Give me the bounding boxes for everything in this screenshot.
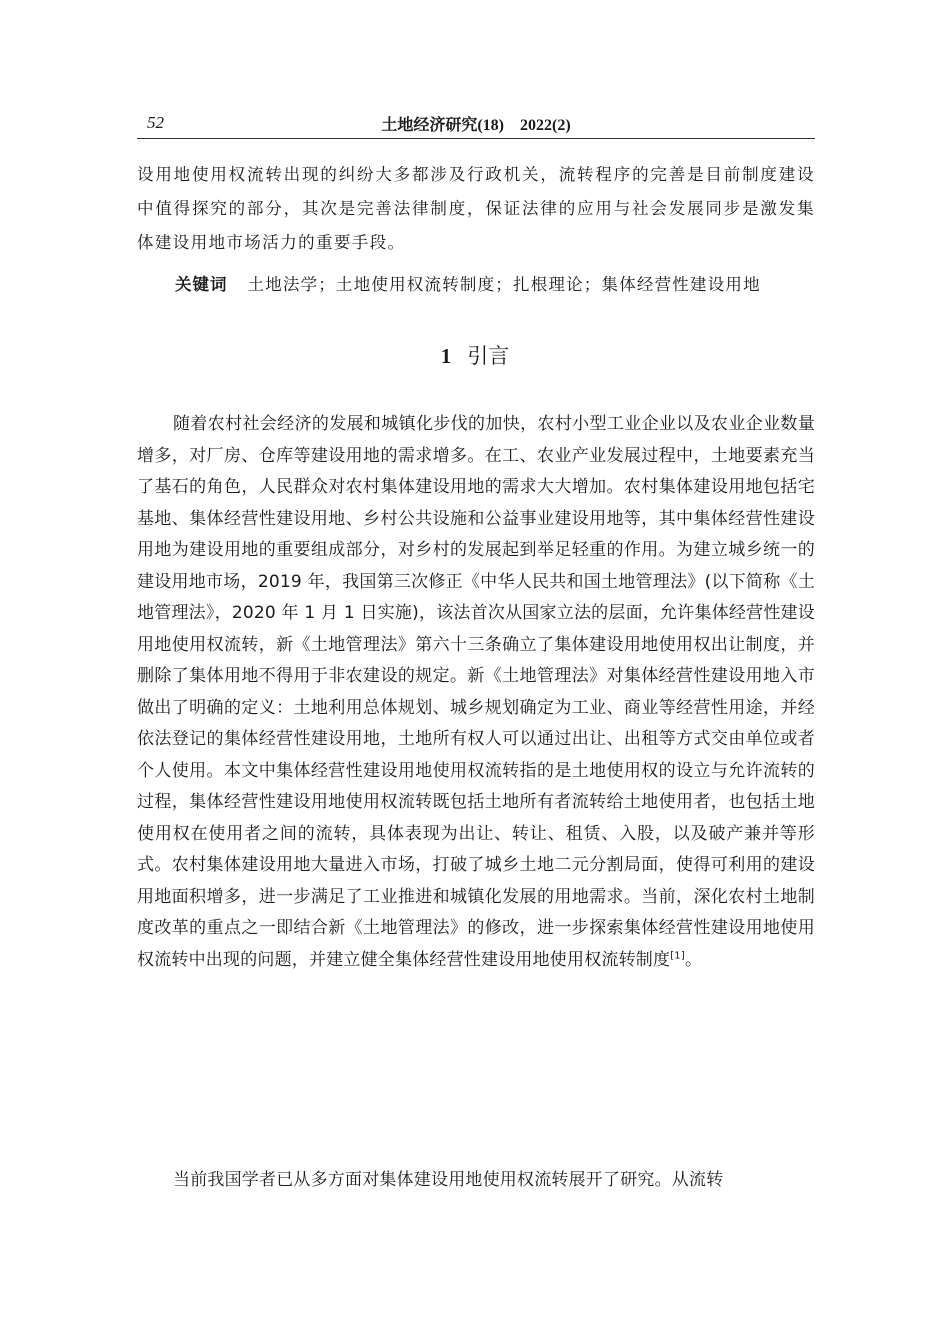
paragraph-intro-text: 随着农村社会经济的发展和城镇化步伐的加快，农村小型工业企业以及农业企业数量增多，对厂房、仓库等建设用地的需求增多。在工、农业产业发展过程中，土地要素充当了基石的角色，人民群众对农村集体建设用地的需求大大增加。农村集体建设用地包括宅基地、集体经营性建设用地、乡村公共设施和公益事业建设用地等，其中集体经营性建设用地为建设用地的重要组成部分，对乡村的发展起到举足轻重的作用。为建立城乡统一的建设用地市场，2019 年，我国第三次修正《中华人民共和国土地管理法》(以下简称《土地管理法》，2020 年 1 月 1 日实施)，该法首次从国家立法的层面，允许集体经营性建设用地使用权流转，新《土地管理法》第六十三条确立了集体建设用地使用权出让制度，并删除了集体用地不得用于非农建设的规定。新《土地管理法》对集体经营性建设用地入市做出了明确的定义：土地利用总体规划、城乡规划确定为工业、商业等经营性用途，并经依法登记的集体经营性建设用地，土地所有权人可以通过出让、出租等方式交由单位或者个人使用。本文中集体经营性建设用地使用权流转指的是土地使用权的设立与允许流转的过程，集体经营性建设用地使用权流转既包括土地所有者流转给土地使用者，也包括土地使用权在使用者之间的流转，具体表现为出让、转让、租赁、入股，以及破产兼并等形式。农村集体建设用地大量进入市场，打破了城乡土地二元分割局面，使得可利用的建设用地面积增多，进一步满足了工业推进和城镇化发展的用地需求。当前，深化农村土地制度改革的重点之一即结合新《土地管理法》的修改，进一步探索集体经营性建设用地使用权流转中出现的问题，并建立健全集体经营性建设用地使用权流转制度 [137,414,815,970]
running-title: 土地经济研究(18) 2022(2) [381,117,571,134]
keywords-text: 土地法学；土地使用权流转制度；扎根理论；集体经营性建设用地 [247,275,761,294]
section-heading [0,340,950,370]
keywords-line [175,271,815,295]
page-header [137,108,815,139]
abstract-continuation: 设用地使用权流转出现的纠纷大多都涉及行政机关，流转程序的完善是目前制度建设中值得探究的部分，其次是完善法律制度，保证法律的应用与社会发展同步是激发集体建设用地市场活力的重要手段。 [137,165,815,252]
citation-ref[interactable]: [1] [670,949,685,961]
keywords-label: 关键词 [175,275,228,294]
section-number: 1 [440,344,452,368]
page-number: 52 [147,113,164,132]
paragraph-research: 当前我国学者已从多方面对集体建设用地使用权流转展开了研究。从流转 [173,1170,724,1190]
section-title: 引言 [467,344,510,368]
paragraph-intro-end: 。 [684,949,703,970]
paragraph-intro [137,409,815,976]
